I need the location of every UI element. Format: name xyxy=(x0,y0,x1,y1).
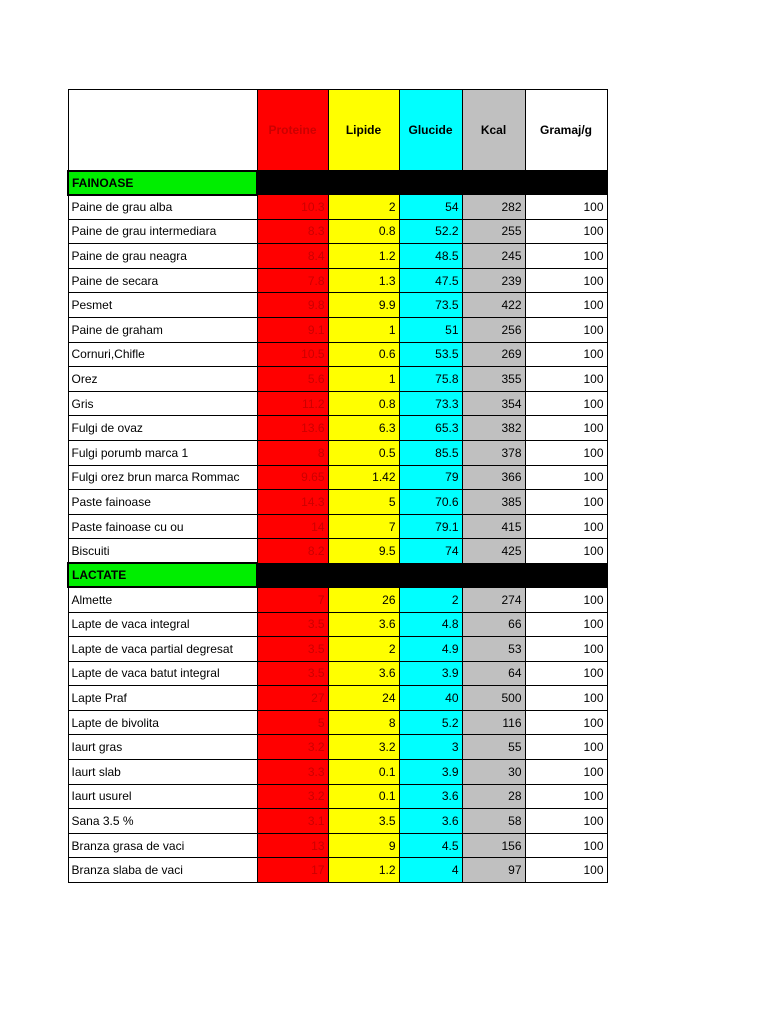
glucide-cell: 53.5 xyxy=(399,342,462,367)
table-row xyxy=(68,416,607,441)
gramaj-cell: 100 xyxy=(525,317,607,342)
lipide-cell: 26 xyxy=(328,587,399,612)
header-kcal: Kcal xyxy=(462,90,525,171)
glucide-cell: 79.1 xyxy=(399,514,462,539)
gramaj-cell: 100 xyxy=(525,391,607,416)
glucide-cell: 3 xyxy=(399,735,462,760)
gramaj-cell: 100 xyxy=(525,219,607,244)
proteine-cell: 27 xyxy=(257,686,328,711)
table-row xyxy=(68,637,607,662)
lipide-cell: 3.6 xyxy=(328,661,399,686)
food-name-cell: Lapte Praf xyxy=(68,686,257,711)
proteine-cell: 3.5 xyxy=(257,661,328,686)
header-blank-cell xyxy=(68,90,257,171)
lipide-cell: 1.42 xyxy=(328,465,399,490)
kcal-cell: 274 xyxy=(462,587,525,612)
food-name-cell: Paine de grau neagra xyxy=(68,244,257,269)
proteine-cell: 11.2 xyxy=(257,391,328,416)
kcal-cell: 282 xyxy=(462,195,525,220)
proteine-cell: 3.2 xyxy=(257,735,328,760)
kcal-cell: 239 xyxy=(462,268,525,293)
kcal-cell: 500 xyxy=(462,686,525,711)
lipide-cell: 0.8 xyxy=(328,391,399,416)
food-name-cell: Lapte de vaca batut integral xyxy=(68,661,257,686)
kcal-cell: 28 xyxy=(462,784,525,809)
food-name-cell: Fulgi de ovaz xyxy=(68,416,257,441)
food-name-cell: Fulgi orez brun marca Rommac xyxy=(68,465,257,490)
proteine-cell: 7.8 xyxy=(257,268,328,293)
kcal-cell: 256 xyxy=(462,317,525,342)
food-name-cell: Paine de grau intermediara xyxy=(68,219,257,244)
table-row xyxy=(68,465,607,490)
food-name-cell: Iaurt gras xyxy=(68,735,257,760)
glucide-cell: 4.8 xyxy=(399,612,462,637)
lipide-cell: 0.8 xyxy=(328,219,399,244)
header-row xyxy=(68,90,607,171)
kcal-cell: 116 xyxy=(462,710,525,735)
food-name-cell: Sana 3.5 % xyxy=(68,809,257,834)
proteine-cell: 3.5 xyxy=(257,612,328,637)
table-row xyxy=(68,244,607,269)
food-name-cell: Iaurt usurel xyxy=(68,784,257,809)
nutrition-table xyxy=(67,89,608,883)
gramaj-cell: 100 xyxy=(525,858,607,883)
table-row xyxy=(68,539,607,564)
kcal-cell: 255 xyxy=(462,219,525,244)
gramaj-cell: 100 xyxy=(525,195,607,220)
table-row xyxy=(68,735,607,760)
kcal-cell: 53 xyxy=(462,637,525,662)
food-name-cell: Iaurt slab xyxy=(68,760,257,785)
table-row xyxy=(68,710,607,735)
lipide-cell: 3.2 xyxy=(328,735,399,760)
lipide-cell: 0.1 xyxy=(328,760,399,785)
glucide-cell: 5.2 xyxy=(399,710,462,735)
proteine-cell: 14.3 xyxy=(257,490,328,515)
food-name-cell: Paine de grau alba xyxy=(68,195,257,220)
glucide-cell: 70.6 xyxy=(399,490,462,515)
table-row xyxy=(68,661,607,686)
proteine-cell: 7 xyxy=(257,587,328,612)
gramaj-cell: 100 xyxy=(525,342,607,367)
proteine-cell: 8.3 xyxy=(257,219,328,244)
table-row xyxy=(68,391,607,416)
food-name-cell: Almette xyxy=(68,587,257,612)
proteine-cell: 8.2 xyxy=(257,539,328,564)
lipide-cell: 0.6 xyxy=(328,342,399,367)
glucide-cell: 2 xyxy=(399,587,462,612)
kcal-cell: 354 xyxy=(462,391,525,416)
table-row xyxy=(68,686,607,711)
table-row xyxy=(68,809,607,834)
lipide-cell: 6.3 xyxy=(328,416,399,441)
table-row xyxy=(68,587,607,612)
food-name-cell: Biscuiti xyxy=(68,539,257,564)
header-lipide: Lipide xyxy=(328,90,399,171)
lipide-cell: 2 xyxy=(328,195,399,220)
gramaj-cell: 100 xyxy=(525,440,607,465)
lipide-cell: 0.5 xyxy=(328,440,399,465)
lipide-cell: 9 xyxy=(328,833,399,858)
section-bar xyxy=(257,171,607,195)
table-row xyxy=(68,440,607,465)
gramaj-cell: 100 xyxy=(525,465,607,490)
gramaj-cell: 100 xyxy=(525,514,607,539)
proteine-cell: 10.5 xyxy=(257,342,328,367)
lipide-cell: 1 xyxy=(328,367,399,392)
table-row xyxy=(68,293,607,318)
glucide-cell: 75.8 xyxy=(399,367,462,392)
table-row xyxy=(68,514,607,539)
gramaj-cell: 100 xyxy=(525,416,607,441)
proteine-cell: 3.3 xyxy=(257,760,328,785)
table-row xyxy=(68,784,607,809)
kcal-cell: 64 xyxy=(462,661,525,686)
section-bar xyxy=(257,563,607,587)
table-row xyxy=(68,612,607,637)
header-glucide: Glucide xyxy=(399,90,462,171)
proteine-cell: 5 xyxy=(257,710,328,735)
proteine-cell: 10.3 xyxy=(257,195,328,220)
food-name-cell: Paste fainoase xyxy=(68,490,257,515)
kcal-cell: 385 xyxy=(462,490,525,515)
kcal-cell: 355 xyxy=(462,367,525,392)
food-name-cell: Paste fainoase cu ou xyxy=(68,514,257,539)
gramaj-cell: 100 xyxy=(525,293,607,318)
kcal-cell: 422 xyxy=(462,293,525,318)
proteine-cell: 5.6 xyxy=(257,367,328,392)
lipide-cell: 1.3 xyxy=(328,268,399,293)
food-name-cell: Gris xyxy=(68,391,257,416)
proteine-cell: 9.8 xyxy=(257,293,328,318)
gramaj-cell: 100 xyxy=(525,809,607,834)
kcal-cell: 66 xyxy=(462,612,525,637)
proteine-cell: 3.2 xyxy=(257,784,328,809)
gramaj-cell: 100 xyxy=(525,784,607,809)
proteine-cell: 17 xyxy=(257,858,328,883)
gramaj-cell: 100 xyxy=(525,367,607,392)
glucide-cell: 73.3 xyxy=(399,391,462,416)
table-row xyxy=(68,490,607,515)
kcal-cell: 415 xyxy=(462,514,525,539)
food-name-cell: Cornuri,Chifle xyxy=(68,342,257,367)
gramaj-cell: 100 xyxy=(525,587,607,612)
kcal-cell: 382 xyxy=(462,416,525,441)
section-header-row xyxy=(68,171,607,195)
table-row xyxy=(68,268,607,293)
proteine-cell: 8 xyxy=(257,440,328,465)
kcal-cell: 58 xyxy=(462,809,525,834)
gramaj-cell: 100 xyxy=(525,735,607,760)
kcal-cell: 378 xyxy=(462,440,525,465)
lipide-cell: 9.5 xyxy=(328,539,399,564)
proteine-cell: 13 xyxy=(257,833,328,858)
lipide-cell: 3.5 xyxy=(328,809,399,834)
glucide-cell: 47.5 xyxy=(399,268,462,293)
food-name-cell: Orez xyxy=(68,367,257,392)
table-row xyxy=(68,833,607,858)
gramaj-cell: 100 xyxy=(525,686,607,711)
food-name-cell: Lapte de vaca partial degresat xyxy=(68,637,257,662)
proteine-cell: 9.1 xyxy=(257,317,328,342)
glucide-cell: 73.5 xyxy=(399,293,462,318)
kcal-cell: 55 xyxy=(462,735,525,760)
glucide-cell: 3.9 xyxy=(399,661,462,686)
glucide-cell: 85.5 xyxy=(399,440,462,465)
lipide-cell: 2 xyxy=(328,637,399,662)
lipide-cell: 0.1 xyxy=(328,784,399,809)
glucide-cell: 65.3 xyxy=(399,416,462,441)
glucide-cell: 74 xyxy=(399,539,462,564)
gramaj-cell: 100 xyxy=(525,490,607,515)
food-name-cell: Lapte de bivolita xyxy=(68,710,257,735)
food-name-cell: Paine de secara xyxy=(68,268,257,293)
glucide-cell: 4 xyxy=(399,858,462,883)
kcal-cell: 245 xyxy=(462,244,525,269)
glucide-cell: 54 xyxy=(399,195,462,220)
lipide-cell: 8 xyxy=(328,710,399,735)
glucide-cell: 52.2 xyxy=(399,219,462,244)
gramaj-cell: 100 xyxy=(525,244,607,269)
table-row xyxy=(68,195,607,220)
proteine-cell: 3.5 xyxy=(257,637,328,662)
glucide-cell: 79 xyxy=(399,465,462,490)
glucide-cell: 51 xyxy=(399,317,462,342)
gramaj-cell: 100 xyxy=(525,539,607,564)
glucide-cell: 3.6 xyxy=(399,784,462,809)
lipide-cell: 24 xyxy=(328,686,399,711)
glucide-cell: 3.9 xyxy=(399,760,462,785)
kcal-cell: 425 xyxy=(462,539,525,564)
table-row xyxy=(68,858,607,883)
proteine-cell: 13.6 xyxy=(257,416,328,441)
kcal-cell: 269 xyxy=(462,342,525,367)
section-header-row xyxy=(68,563,607,587)
lipide-cell: 1 xyxy=(328,317,399,342)
food-name-cell: Pesmet xyxy=(68,293,257,318)
gramaj-cell: 100 xyxy=(525,637,607,662)
table-row xyxy=(68,317,607,342)
gramaj-cell: 100 xyxy=(525,268,607,293)
lipide-cell: 1.2 xyxy=(328,244,399,269)
lipide-cell: 3.6 xyxy=(328,612,399,637)
glucide-cell: 4.9 xyxy=(399,637,462,662)
kcal-cell: 97 xyxy=(462,858,525,883)
proteine-cell: 3.1 xyxy=(257,809,328,834)
lipide-cell: 1.2 xyxy=(328,858,399,883)
food-name-cell: Fulgi porumb marca 1 xyxy=(68,440,257,465)
gramaj-cell: 100 xyxy=(525,710,607,735)
glucide-cell: 40 xyxy=(399,686,462,711)
glucide-cell: 3.6 xyxy=(399,809,462,834)
proteine-cell: 14 xyxy=(257,514,328,539)
food-name-cell: Branza grasa de vaci xyxy=(68,833,257,858)
table-row xyxy=(68,760,607,785)
table-row xyxy=(68,219,607,244)
kcal-cell: 30 xyxy=(462,760,525,785)
gramaj-cell: 100 xyxy=(525,612,607,637)
lipide-cell: 9.9 xyxy=(328,293,399,318)
gramaj-cell: 100 xyxy=(525,661,607,686)
glucide-cell: 4.5 xyxy=(399,833,462,858)
table-row xyxy=(68,342,607,367)
section-title: LACTATE xyxy=(68,563,257,587)
header-gramaj: Gramaj/g xyxy=(525,90,607,171)
lipide-cell: 5 xyxy=(328,490,399,515)
table-row xyxy=(68,367,607,392)
kcal-cell: 156 xyxy=(462,833,525,858)
food-name-cell: Paine de graham xyxy=(68,317,257,342)
proteine-cell: 8.4 xyxy=(257,244,328,269)
lipide-cell: 7 xyxy=(328,514,399,539)
proteine-cell: 9.65 xyxy=(257,465,328,490)
header-proteine: Proteine xyxy=(257,90,328,171)
section-title: FAINOASE xyxy=(68,171,257,195)
gramaj-cell: 100 xyxy=(525,760,607,785)
food-name-cell: Lapte de vaca integral xyxy=(68,612,257,637)
kcal-cell: 366 xyxy=(462,465,525,490)
food-name-cell: Branza slaba de vaci xyxy=(68,858,257,883)
glucide-cell: 48.5 xyxy=(399,244,462,269)
gramaj-cell: 100 xyxy=(525,833,607,858)
